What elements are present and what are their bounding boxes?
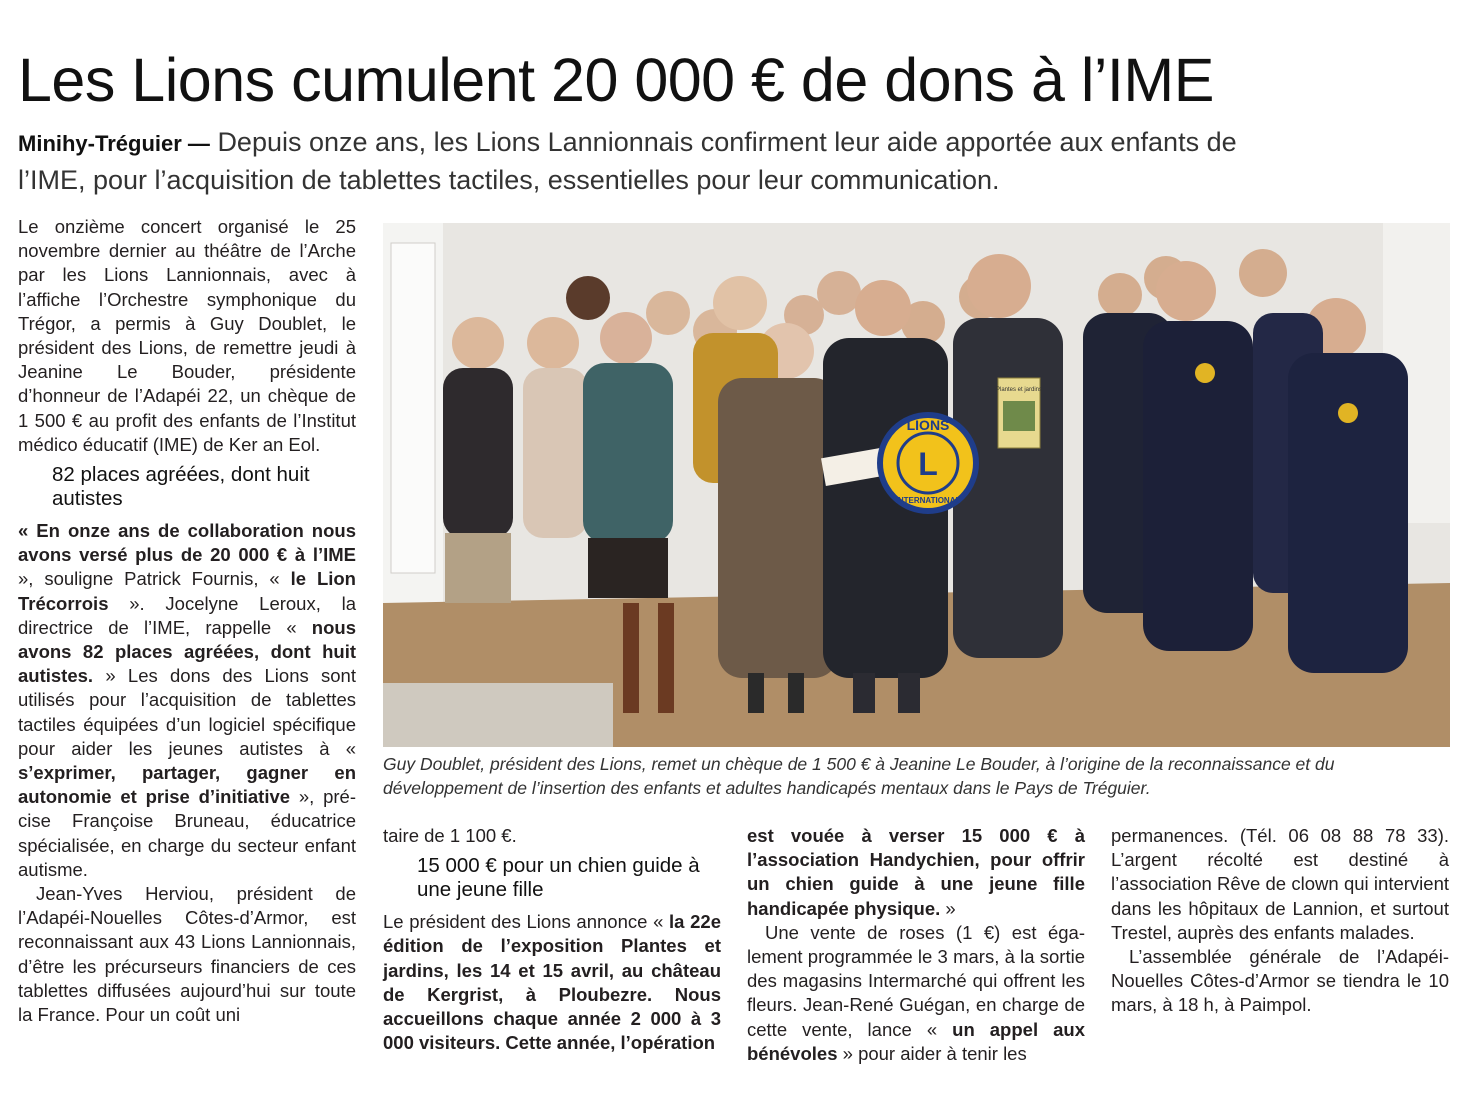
svg-text:Plantes et jardins: Plantes et jardins xyxy=(995,387,1043,393)
body-paragraph-4: Le président des Lions annonce « la 22e édition de l’exposition Plantes et jardins, les 14 et 15 avril, au château de Kergrist, à Ploubezre. Nous accueillons chaque année 2 000 à 3 000 visiteurs. Cette année, l’opération xyxy=(383,911,721,1054)
body-paragraph-1: Le onzième concert organisé le 25 novembre dernier au théâtre de l’Arche par les Lions Lannionnais, avec à l’affiche l’Orchestre symphonique du Trégor, a permis à Guy Doublet, le président des Lions, de remettre jeudi à Jeanine Le Bouder, présidente d’honneur de l’Adapéi 22, un chèque de 1 500 € au profit des enfants de l’Institut médico éducatif (IME) de Ker an Eol. xyxy=(18,216,356,455)
body-paragraph-3: Jean-Yves Herviou, président de l’Adapéi-Nouelles Côtes-d’Armor, est reconnaissant aux 43 Lions Lannionnais, d’être les précurseurs financiers de ces tablettes diffusées aujourd’hui sur toute la France. Pour un coût uni xyxy=(18,883,356,1026)
subheading-chien-guide: 15 000 € pour un chien guide à une jeune fille xyxy=(417,854,700,902)
lede-text: Depuis onze ans, les Lions Lannionnais confirment leur aide apportée aux enfants de l’IME, pour l’acquisition de tablettes tactiles, essentielles pour leur communication. xyxy=(18,127,1237,195)
svg-text:LIONS: LIONS xyxy=(906,417,950,433)
svg-text:INTERNATIONAL: INTERNATIONAL xyxy=(895,496,961,505)
body-paragraph-6: L’assemblée générale de l’Adapéi-Nouelles Côtes-d’Armor se tiendra le 10 mars, à 18 h, à Paimpol. xyxy=(1111,946,1449,1016)
article-column-4 xyxy=(1111,824,1449,1018)
group-photo-illustration xyxy=(383,223,1450,747)
photo-caption: Guy Doublet, président des Lions, remet un chèque de 1 500 € à Jeanine Le Bouder, à l’origine de la reconnaissance et du développement de l’insertion des enfants et adultes handicapés mentaux dans le Pays de Tréguier. xyxy=(383,754,1335,798)
subheading-82-places: 82 places agréées, dont huit autistes xyxy=(52,463,310,511)
body-paragraph-2: « En onze ans de collaboration nous avons versé plus de 20 000 € à l’IME », souligne Patrick Fournis, « le Lion Trécorrois ». Jocelyne Leroux, la directrice de l’IME, rappelle « nous avons 82 places agréées, dont huit autistes. » Les dons des Lions sont utilisés pour l’acquisition de tablettes tactiles équipées d’un logiciel spécifique pour aider les jeunes autistes à « s’exprimer, partager, gagner en autonomie et prise d’initiative », précise Françoise Bruneau, éducatrice spécialisée, en charge du secteur enfant autisme. xyxy=(18,520,357,880)
body-paragraph-5: Une vente de roses (1 €) est également programmée le 3 mars, à la sortie des magasins Intermarché qui offrent les fleurs. Jean-René Guégan, en charge de cette vente, lance « un appel aux bénévoles » pour aider à tenir les xyxy=(747,921,1085,1064)
article-headline: Les Lions cumulent 20 000 € de dons à l’IME xyxy=(18,46,1214,114)
body-paragraph-4-cont: est vouée à verser 15 000 € à l’association Handychien, pour offrir un chien guide à une jeune fille handicapée physique. » xyxy=(747,825,1085,919)
body-paragraph-3-continued: taire de 1 100 €. xyxy=(383,825,517,846)
lions-badge xyxy=(880,415,976,511)
article-column-1 xyxy=(18,215,356,1027)
group-photo xyxy=(383,223,1450,747)
dateline-place: Minihy-Tréguier — xyxy=(18,131,210,156)
svg-text:L: L xyxy=(918,446,938,482)
book xyxy=(996,378,1042,448)
article-column-2 xyxy=(383,824,721,1055)
article-column-3 xyxy=(747,824,1085,1066)
body-paragraph-5-cont: permanences. (Tél. 06 08 88 78 33). L’argent récolté est destiné à l’association Rêve de clown qui intervient dans les hôpitaux de Lannion, et surtout Trestel, auprès des enfants malades. xyxy=(1111,825,1449,943)
article-lede xyxy=(18,124,1278,199)
